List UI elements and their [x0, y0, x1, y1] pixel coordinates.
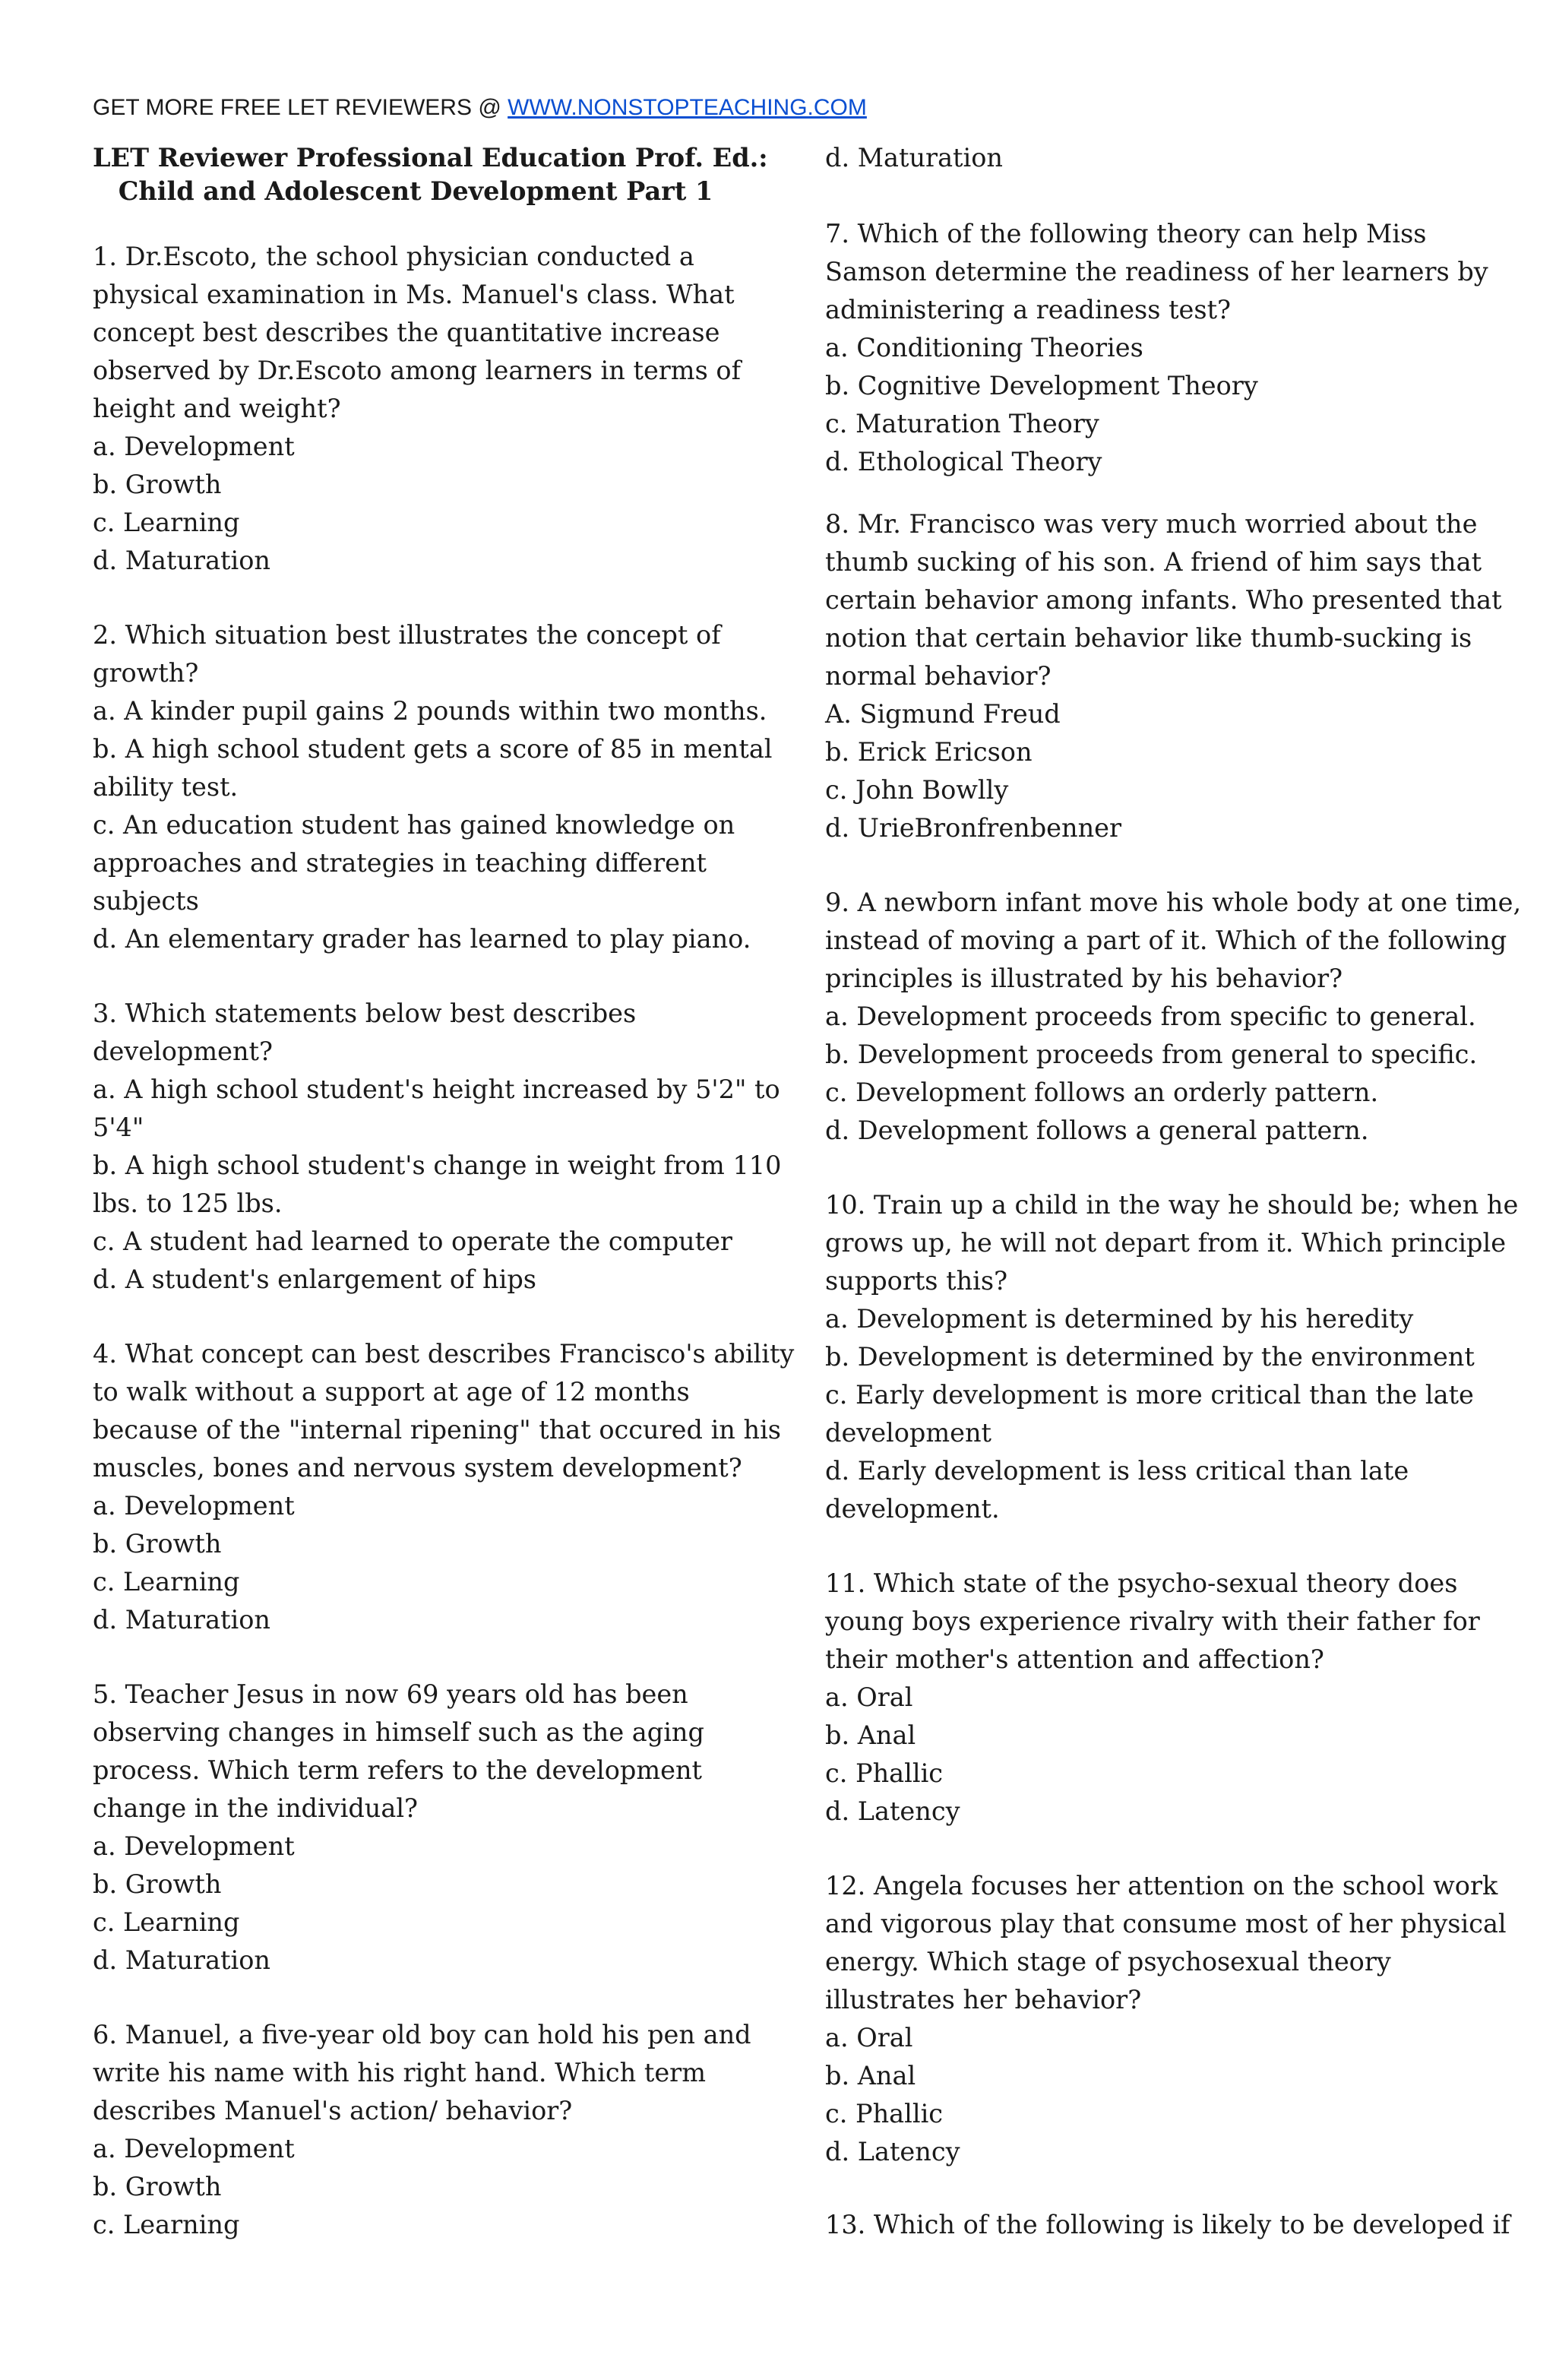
- text-line: d. Maturation: [93, 546, 270, 575]
- text-line: energy. Which stage of psychosexual theory: [825, 1947, 1391, 1976]
- text-line: subjects: [93, 886, 199, 916]
- text-line: 11. Which state of the psycho-sexual theory does: [825, 1568, 1458, 1598]
- text-line: d. Maturation: [93, 1945, 270, 1975]
- text-line: normal behavior?: [825, 661, 1052, 691]
- text-line: a. Oral: [825, 1682, 913, 1712]
- text-line: height and weight?: [93, 394, 341, 423]
- text-line: b. Growth: [93, 470, 222, 499]
- text-line: a. Conditioning Theories: [825, 333, 1143, 362]
- text-line: growth?: [93, 658, 199, 688]
- text-line: young boys experience rivalry with their father for: [825, 1606, 1480, 1636]
- text-line: c. Learning: [93, 1567, 240, 1597]
- text-line: 10. Train up a child in the way he should be; when he: [825, 1190, 1519, 1220]
- text-line: 5. Teacher Jesus in now 69 years old has been: [93, 1679, 688, 1709]
- text-line: describes Manuel's action/ behavior?: [93, 2096, 573, 2125]
- text-line: thumb sucking of his son. A friend of him says that: [825, 547, 1482, 577]
- text-line: grows up, he will not depart from it. Which principle: [825, 1228, 1507, 1258]
- text-line: c. Early development is more critical than the late: [825, 1380, 1474, 1410]
- text-line: d. An elementary grader has learned to play piano.: [93, 924, 751, 954]
- text-line: b. A high school student gets a score of 85 in mental: [93, 734, 773, 764]
- text-line: a. Development proceeds from specific to general.: [825, 1002, 1476, 1031]
- text-line: c. A student had learned to operate the computer: [93, 1226, 732, 1256]
- text-line: d. UrieBronfrenbenner: [825, 813, 1121, 843]
- page-header: [93, 93, 867, 123]
- text-line: 3. Which statements below best describes: [93, 999, 637, 1028]
- document-title-line: LET Reviewer Professional Education Prof. Ed.:: [93, 143, 768, 172]
- text-line: c. Learning: [93, 1907, 240, 1937]
- text-line: b. Anal: [825, 2061, 916, 2090]
- text-line: c. Phallic: [825, 1758, 944, 1788]
- text-line: change in the individual?: [93, 1793, 419, 1823]
- text-line: d. Early development is less critical than late: [825, 1456, 1409, 1486]
- text-line: b. Growth: [93, 1529, 222, 1559]
- text-line: principles is illustrated by his behavior?: [825, 964, 1343, 993]
- text-line: notion that certain behavior like thumb-sucking is: [825, 623, 1472, 653]
- text-line: because of the "internal ripening" that occured in his: [93, 1415, 781, 1445]
- text-line: b. Development is determined by the environment: [825, 1342, 1475, 1372]
- text-line: process. Which term refers to the development: [93, 1755, 703, 1785]
- text-line: d. Maturation: [93, 1605, 270, 1635]
- text-line: Samson determine the readiness of her learners by: [825, 257, 1488, 286]
- text-line: b. Development proceeds from general to specific.: [825, 1040, 1478, 1069]
- text-line: ability test.: [93, 772, 239, 802]
- text-line: development?: [93, 1037, 273, 1066]
- text-line: a. A kinder pupil gains 2 pounds within two months.: [93, 696, 767, 726]
- text-line: to walk without a support at age of 12 months: [93, 1377, 690, 1407]
- text-line: 13. Which of the following is likely to be developed if: [825, 2210, 1510, 2239]
- text-line: d. Development follows a general pattern.: [825, 1116, 1369, 1145]
- text-line: b. Growth: [93, 2172, 222, 2201]
- text-line: instead of moving a part of it. Which of the following: [825, 926, 1507, 955]
- text-line: d. Ethological Theory: [825, 447, 1102, 476]
- text-line: a. Oral: [825, 2023, 913, 2052]
- text-line: A. Sigmund Freud: [825, 699, 1061, 729]
- text-line: c. Learning: [93, 2210, 240, 2239]
- text-line: write his name with his right hand. Which term: [93, 2058, 706, 2087]
- text-line: certain behavior among infants. Who presented that: [825, 585, 1502, 615]
- text-line: administering a readiness test?: [825, 295, 1231, 324]
- text-line: muscles, bones and nervous system development?: [93, 1453, 742, 1483]
- text-line: a. Development: [93, 1831, 295, 1861]
- text-line: a. Development: [93, 2134, 295, 2163]
- text-line: 4. What concept can best describes Francisco's ability: [93, 1339, 795, 1369]
- text-line: physical examination in Ms. Manuel's class. What: [93, 280, 735, 309]
- text-line: lbs. to 125 lbs.: [93, 1188, 283, 1218]
- text-line: observed by Dr.Escoto among learners in terms of: [93, 356, 741, 385]
- text-line: a. Development: [93, 432, 295, 461]
- text-line: a. Development: [93, 1491, 295, 1521]
- text-line: b. Cognitive Development Theory: [825, 371, 1258, 400]
- text-line: d. Maturation: [825, 143, 1003, 172]
- text-line: a. Development is determined by his heredity: [825, 1304, 1414, 1334]
- text-line: b. Erick Ericson: [825, 737, 1033, 767]
- text-line: d. A student's enlargement of hips: [93, 1264, 536, 1294]
- website-link[interactable]: WWW.NONSTOPTEACHING.COM: [508, 95, 867, 120]
- document-title-line: Child and Adolescent Development Part 1: [118, 176, 713, 206]
- text-line: development.: [825, 1494, 1000, 1524]
- text-line: 1. Dr.Escoto, the school physician conducted a: [93, 242, 694, 271]
- text-line: illustrates her behavior?: [825, 1985, 1142, 2014]
- text-line: 9. A newborn infant move his whole body at one time,: [825, 888, 1522, 917]
- text-line: d. Latency: [825, 2137, 960, 2166]
- text-line: supports this?: [825, 1266, 1008, 1296]
- text-line: b. A high school student's change in weight from 110: [93, 1150, 782, 1180]
- text-line: development: [825, 1418, 991, 1448]
- text-line: b. Growth: [93, 1869, 222, 1899]
- text-line: b. Anal: [825, 1720, 916, 1750]
- text-line: 2. Which situation best illustrates the concept of: [93, 620, 721, 650]
- text-line: c. Maturation Theory: [825, 409, 1099, 438]
- text-line: observing changes in himself such as the aging: [93, 1717, 704, 1747]
- text-line: their mother's attention and affection?: [825, 1644, 1324, 1674]
- text-line: approaches and strategies in teaching different: [93, 848, 707, 878]
- text-line: c. Development follows an orderly pattern.: [825, 1078, 1379, 1107]
- text-line: and vigorous play that consume most of her physical: [825, 1909, 1507, 1938]
- text-line: d. Latency: [825, 1796, 960, 1826]
- text-line: c. Learning: [93, 508, 240, 537]
- text-line: 8. Mr. Francisco was very much worried about the: [825, 509, 1478, 539]
- text-line: c. An education student has gained knowledge on: [93, 810, 735, 840]
- text-line: c. John Bowlly: [825, 775, 1009, 805]
- text-line: 6. Manuel, a five-year old boy can hold his pen and: [93, 2020, 751, 2049]
- text-line: a. A high school student's height increased by 5'2" to: [93, 1074, 780, 1104]
- text-line: c. Phallic: [825, 2099, 944, 2128]
- text-line: 5'4": [93, 1112, 144, 1142]
- text-line: concept best describes the quantitative increase: [93, 318, 720, 347]
- header-prefix: GET MORE FREE LET REVIEWERS @: [93, 95, 508, 120]
- text-line: 7. Which of the following theory can help Miss: [825, 219, 1427, 248]
- text-line: 12. Angela focuses her attention on the school work: [825, 1871, 1498, 1901]
